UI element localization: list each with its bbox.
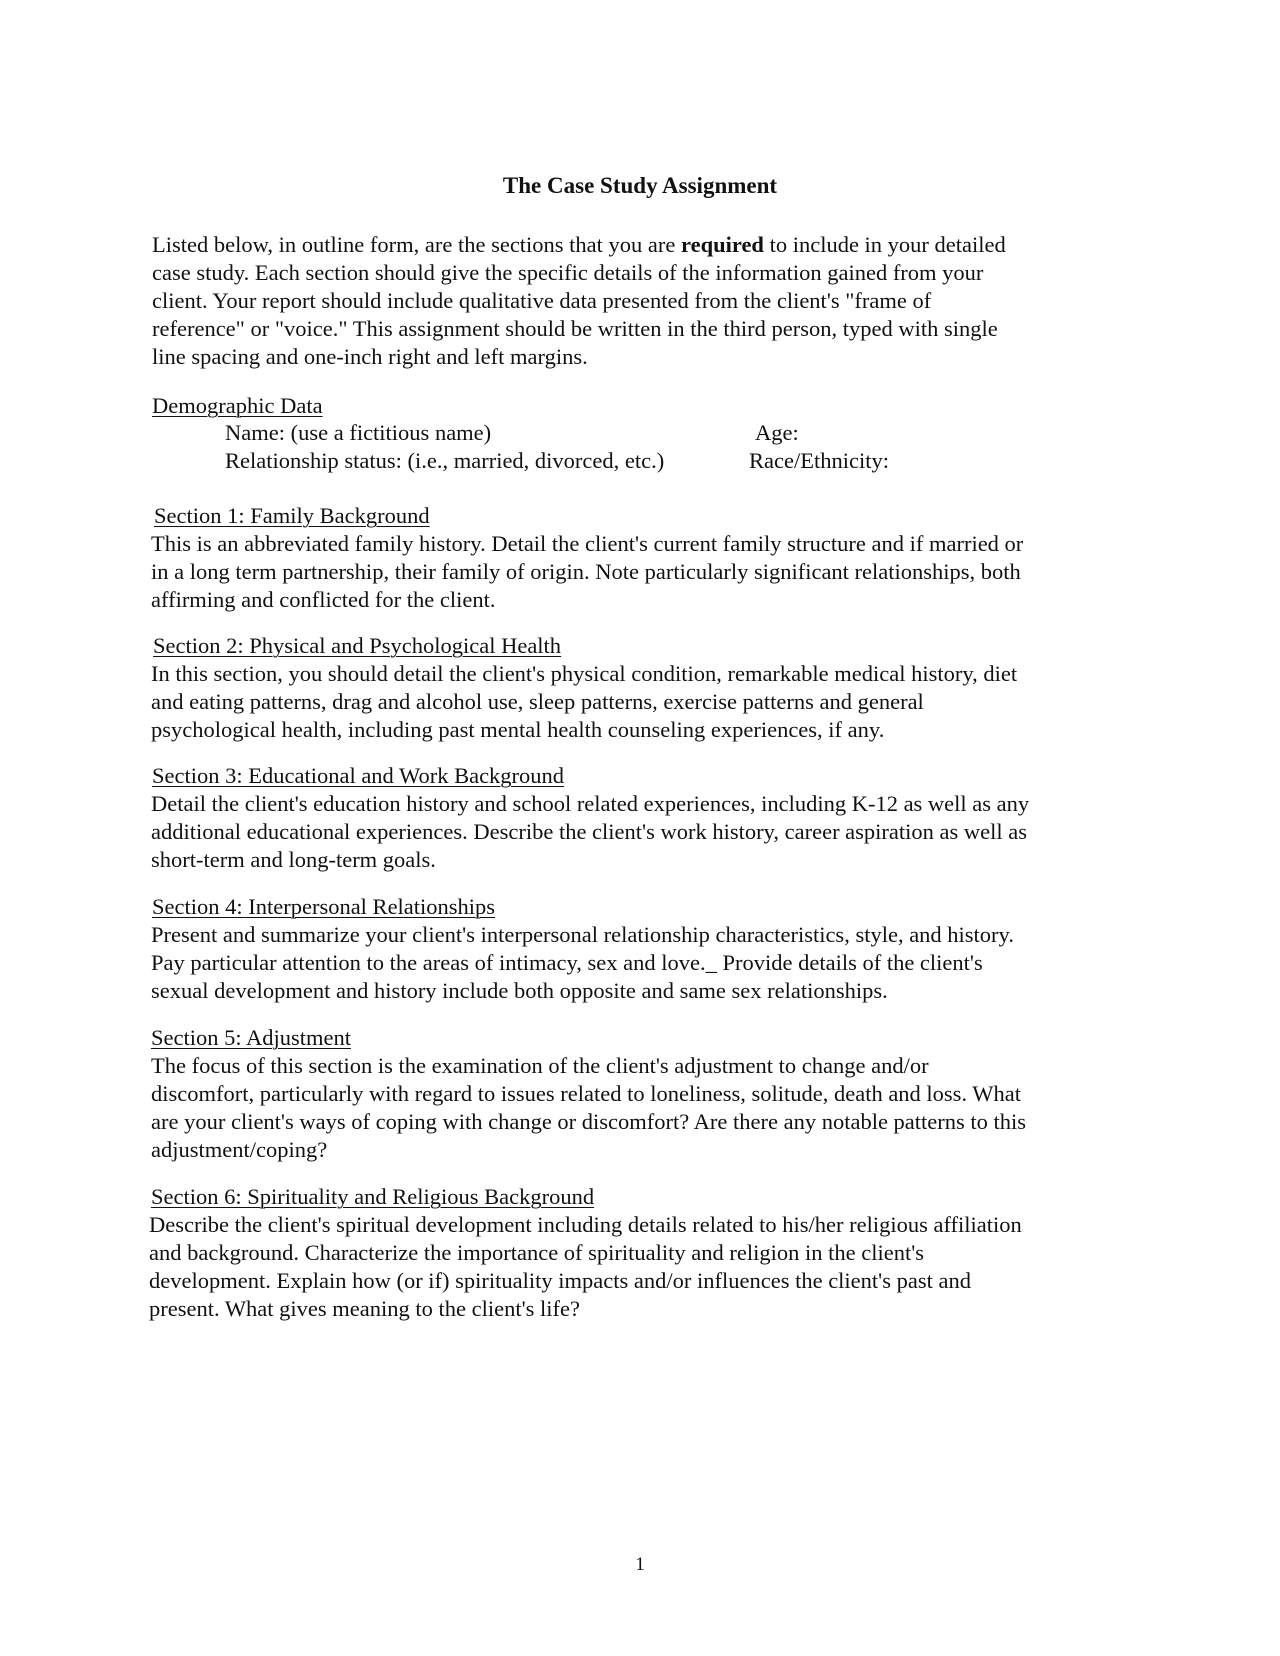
section-3-line: Detail the client's education history and school related experiences, including K-12 as well as any: [151, 791, 1030, 816]
section-5-line: The focus of this section is the examination of the client's adjustment to change and/or: [151, 1053, 929, 1078]
relationship-status-label: Relationship status: (i.e., married, divorced, etc.): [225, 448, 665, 473]
intro-line-2: case study. Each section should give the specific details of the information gained from your: [152, 260, 984, 285]
section-4-line: Present and summarize your client's interpersonal relationship characteristics, style, and history.: [151, 922, 1014, 947]
intro-text-before: Listed below, in outline form, are the sections that you are: [152, 232, 682, 257]
section-2-line: In this section, you should detail the client's physical condition, remarkable medical history, diet: [151, 661, 1018, 686]
age-field-label: Age:: [755, 420, 799, 445]
section-3-body: [151, 790, 1161, 874]
page-number: 1: [635, 1554, 645, 1575]
section-5-line: adjustment/coping?: [151, 1137, 328, 1162]
section-6-heading: Section 6: Spirituality and Religious Background: [151, 1184, 595, 1209]
section-4-line: Pay particular attention to the areas of intimacy, sex and love._ Provide details of the client's: [151, 950, 983, 975]
intro-text-after: to include in your detailed: [763, 232, 1006, 257]
race-ethnicity-label: Race/Ethnicity:: [749, 448, 889, 473]
section-5-heading: Section 5: Adjustment: [151, 1025, 351, 1050]
section-6-line: and background. Characterize the importance of spirituality and religion in the client's: [149, 1240, 925, 1265]
section-3-line: additional educational experiences. Describe the client's work history, career aspiration as well as: [151, 819, 1028, 844]
required-emphasis: required: [681, 232, 764, 257]
intro-line-5: line spacing and one-inch right and left margins.: [152, 344, 588, 369]
section-4-heading: Section 4: Interpersonal Relationships: [152, 894, 496, 919]
section-5-line: discomfort, particularly with regard to issues related to loneliness, solitude, death and loss. What: [151, 1081, 1022, 1106]
intro-paragraph: [152, 231, 1152, 371]
section-1-line: This is an abbreviated family history. Detail the client's current family structure and if married or: [151, 531, 1024, 556]
section-1-line: in a long term partnership, their family of origin. Note particularly significant relationships, both: [151, 559, 1021, 584]
section-2-line: psychological health, including past mental health counseling experiences, if any.: [151, 717, 885, 742]
section-3-line: short-term and long-term goals.: [151, 847, 436, 872]
section-2-line: and eating patterns, drag and alcohol use, sleep patterns, exercise patterns and general: [151, 689, 924, 714]
section-4-line: sexual development and history include both opposite and same sex relationships.: [151, 978, 888, 1003]
section-5-body: [151, 1052, 1161, 1164]
intro-line-4: reference" or "voice." This assignment should be written in the third person, typed with single: [152, 316, 998, 341]
intro-line-3: client. Your report should include qualitative data presented from the client's "frame of: [152, 288, 932, 313]
section-1-body: [151, 530, 1161, 614]
section-2-heading: Section 2: Physical and Psychological Health: [153, 633, 562, 658]
section-6-line: Describe the client's spiritual development including details related to his/her religious affiliation: [149, 1212, 1022, 1237]
section-6-line: development. Explain how (or if) spirituality impacts and/or influences the client's past and: [149, 1268, 971, 1293]
document-title: The Case Study Assignment: [502, 173, 778, 198]
section-2-body: [151, 660, 1161, 744]
section-1-heading: Section 1: Family Background: [154, 503, 430, 528]
section-6-body: [149, 1211, 1159, 1323]
demographic-data-heading: Demographic Data: [152, 393, 323, 418]
section-5-line: are your client's ways of coping with change or discomfort? Are there any notable patterns to this: [151, 1109, 1027, 1134]
section-1-line: affirming and conflicted for the client.: [151, 587, 496, 612]
intro-line-1: [152, 231, 1152, 259]
name-field-label: Name: (use a fictitious name): [225, 420, 492, 445]
section-3-heading: Section 3: Educational and Work Background: [152, 763, 565, 788]
section-6-line: present. What gives meaning to the client's life?: [149, 1296, 581, 1321]
section-4-body: [151, 921, 1161, 1005]
